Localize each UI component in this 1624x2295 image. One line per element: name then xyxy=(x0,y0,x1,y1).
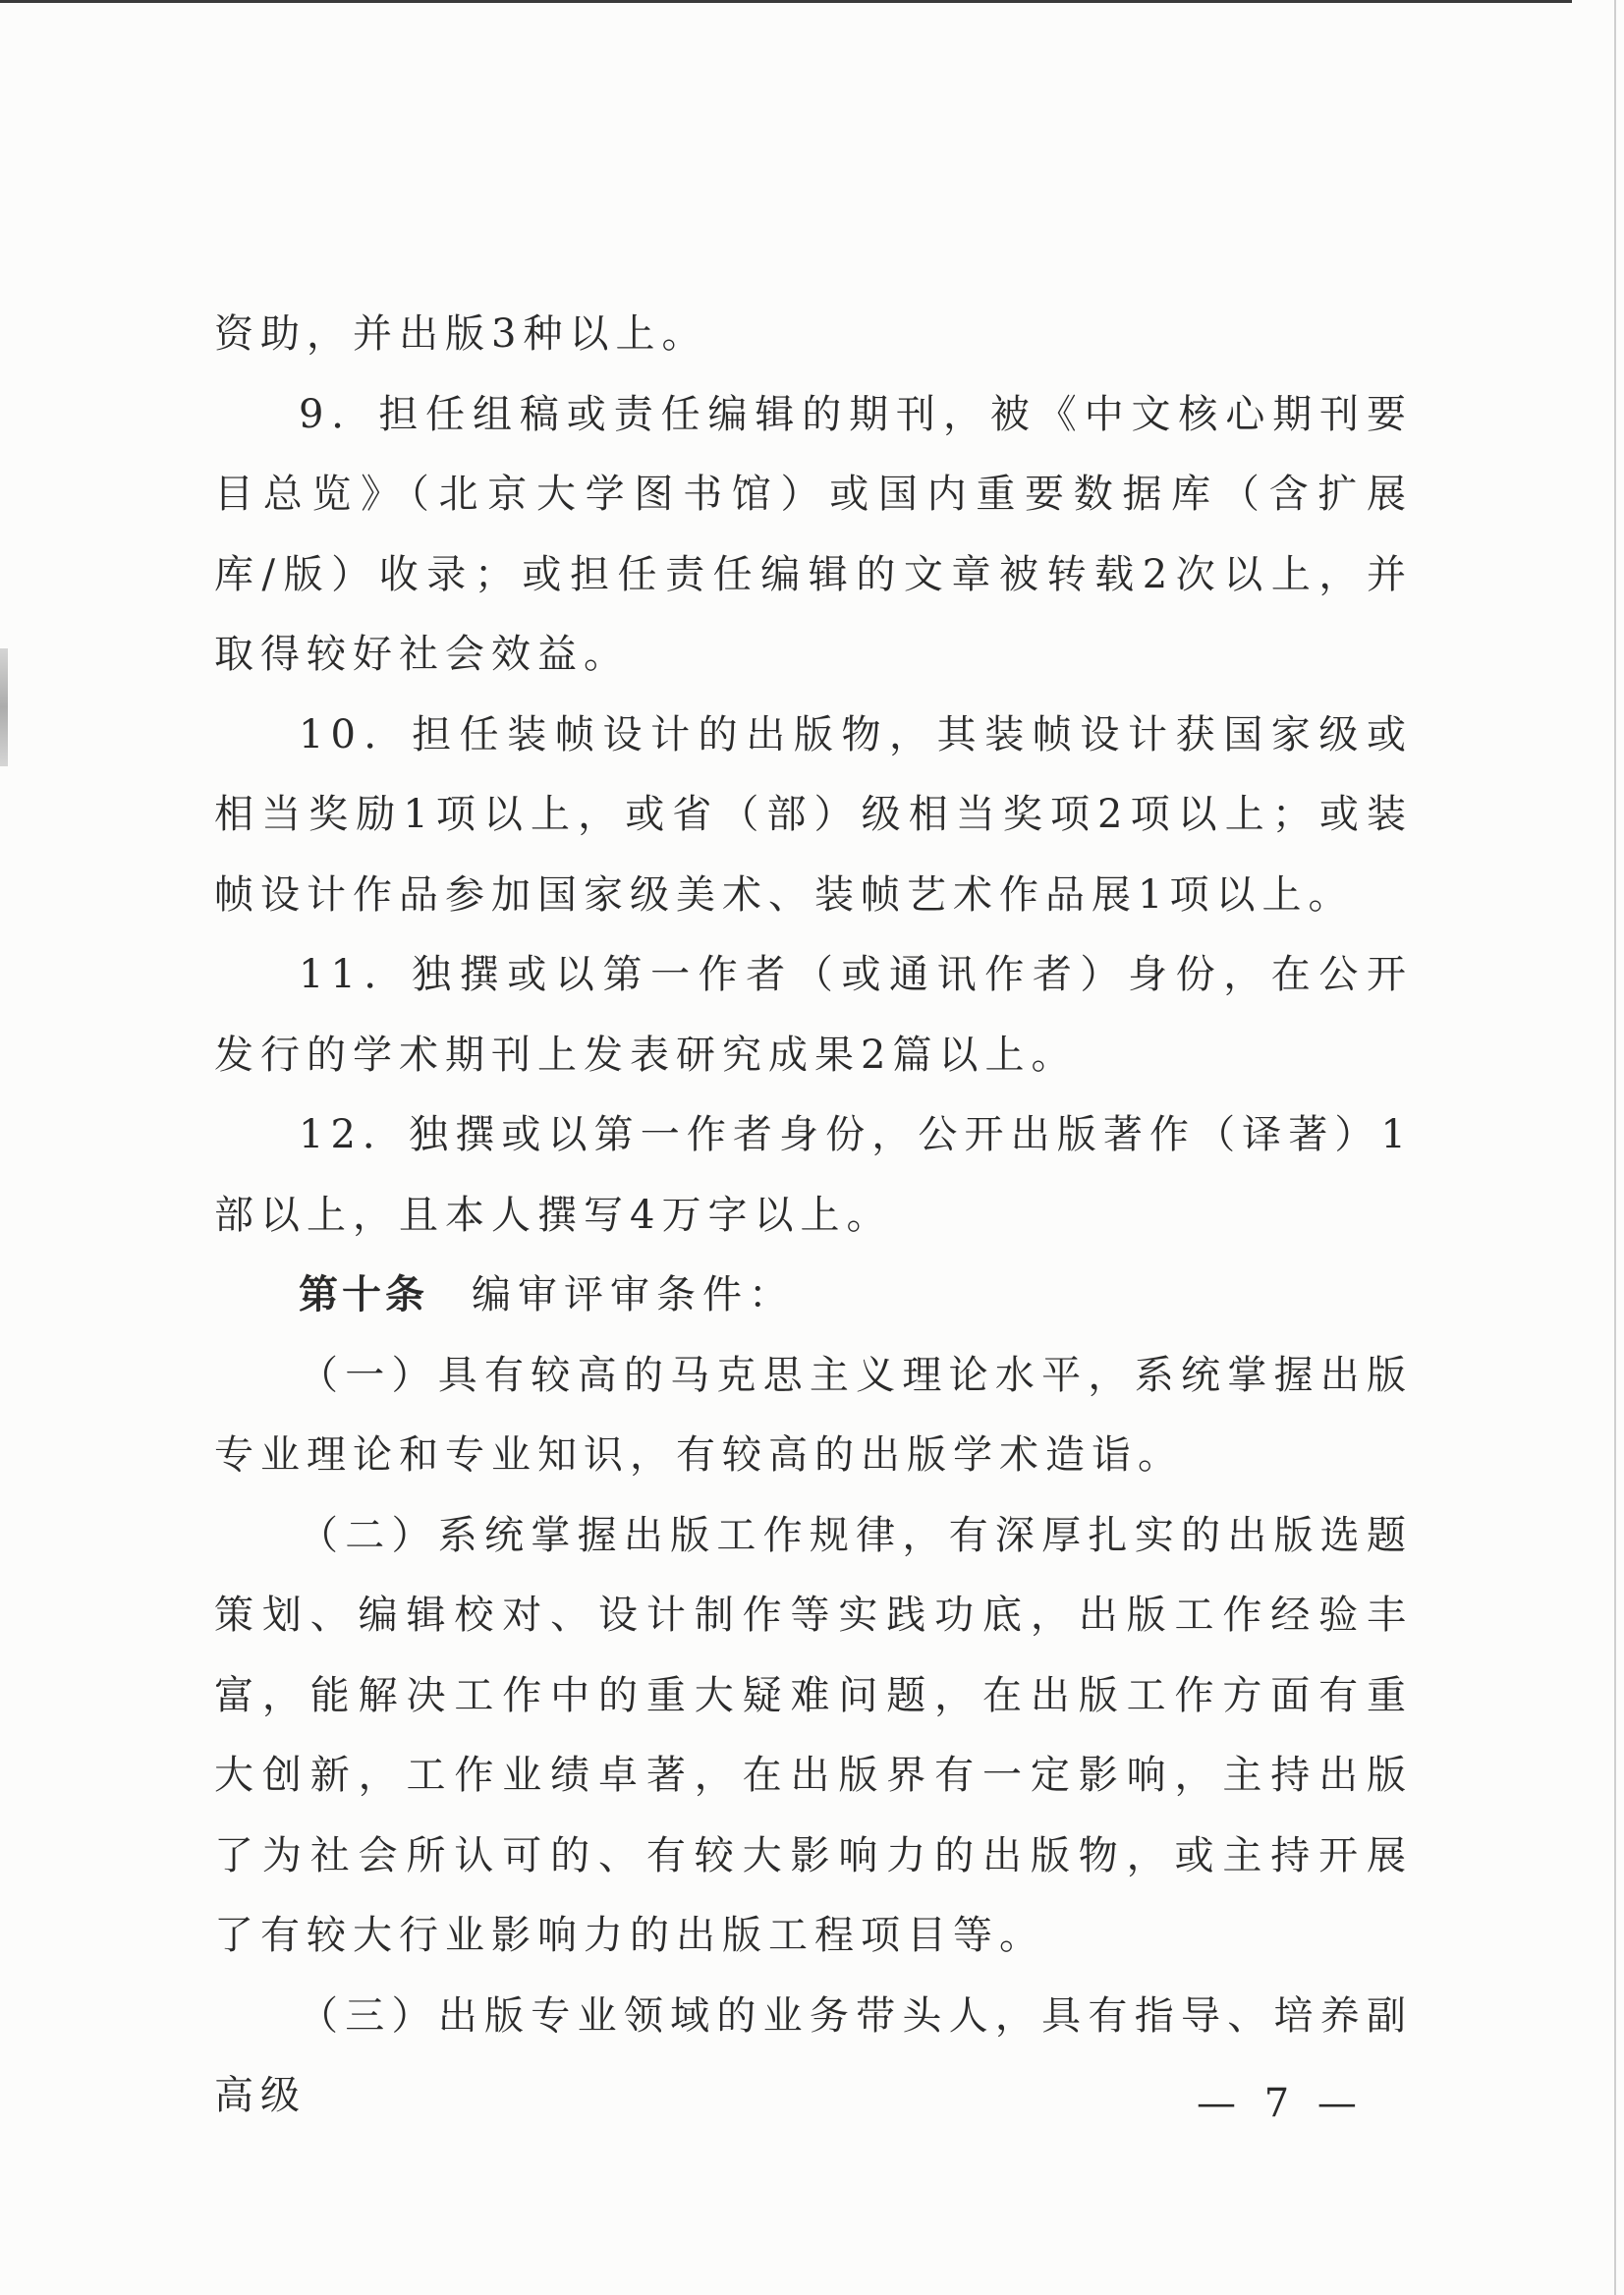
paragraph-item-12: 12．独撰或以第一作者身份，公开出版著作（译著）1部以上，且本人撰写4万字以上。 xyxy=(214,1112,1413,1238)
paragraph-item-10: 10．担任装帧设计的出版物，其装帧设计获国家级或相当奖励1项以上，或省（部）级相当奖项2项以上；或装帧设计作品参加国家级美术、装帧艺术作品展1项以上。 xyxy=(214,711,1413,918)
article-label: 第十条 xyxy=(299,1272,428,1317)
scan-mark-left xyxy=(0,648,8,766)
article-heading xyxy=(214,1256,1413,1336)
condition-2: （二）系统掌握出版工作规律，有深厚扎实的出版选题策划、编辑校对、设计制作等实践功底，出版工作经验丰富，能解决工作中的重大疑难问题，在出版工作方面有重大创新，工作业绩卓著，在出版界有一定影响，主持出版了为社会所认可的、有较大影响力的出版物，或主持开展了有较大行业影响力的出版工程项目等。 xyxy=(214,1512,1413,1958)
page-number: — 7 — xyxy=(1197,2081,1365,2126)
article-text: 编审评审条件： xyxy=(472,1272,795,1317)
body-text xyxy=(214,295,1413,2137)
paragraph-continuation: 资助，并出版3种以上。 xyxy=(214,311,708,357)
scan-edge-top xyxy=(0,0,1572,3)
condition-1: （一）具有较高的马克思主义理论水平，系统掌握出版专业理论和专业知识，有较高的出版学术造诣。 xyxy=(214,1352,1413,1478)
condition-3: （三）出版专业领域的业务带头人，具有指导、培养副高级 xyxy=(214,1992,1413,2118)
paragraph-item-11: 11．独撰或以第一作者（或通讯作者）身份，在公开发行的学术期刊上发表研究成果2篇以上。 xyxy=(214,952,1413,1078)
paragraph-item-9: 9．担任组稿或责任编辑的期刊，被《中文核心期刊要目总览》（北京大学图书馆）或国内重要数据库（含扩展库/版）收录；或担任责任编辑的文章被转载2次以上，并取得较好社会效益。 xyxy=(214,391,1413,677)
scan-edge-right xyxy=(1614,0,1616,2295)
